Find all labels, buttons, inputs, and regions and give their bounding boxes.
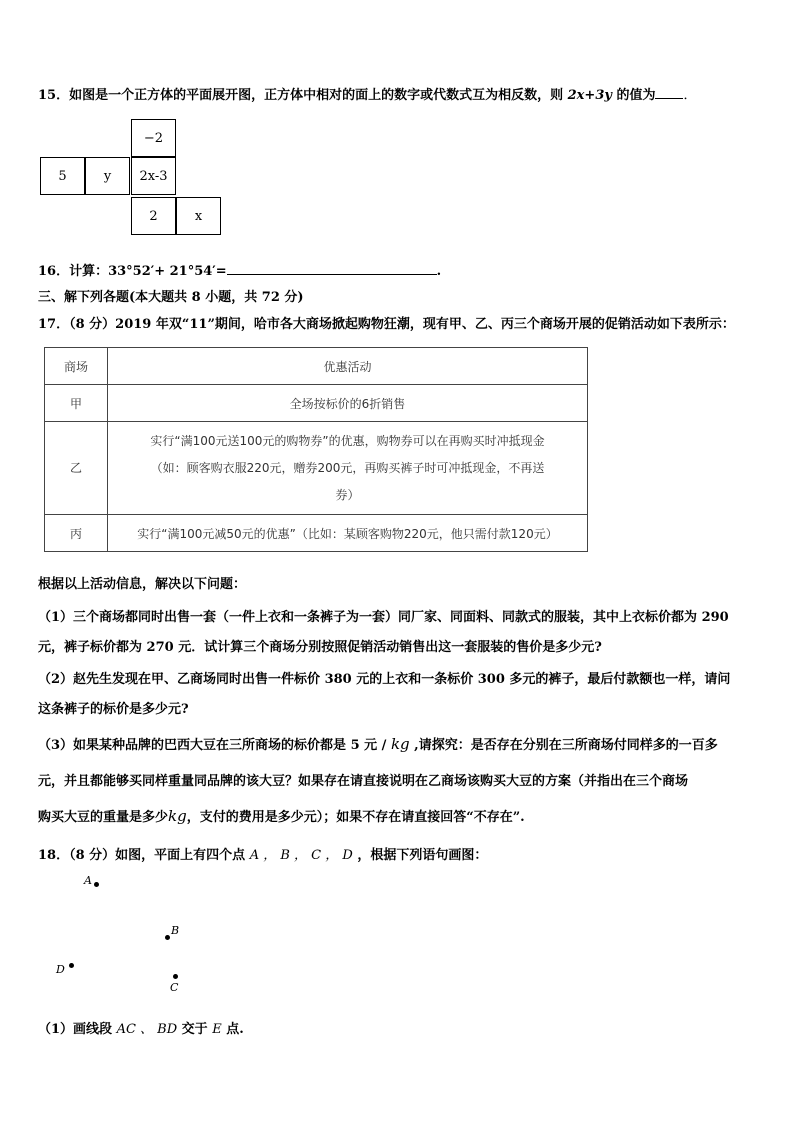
q18-part1-text-cont: 交于 <box>177 1022 213 1037</box>
q17-part3-text-cont: ，支付的费用是多少元）；如果不存在请直接回答“不存在”. <box>186 810 525 825</box>
promo-table <box>44 347 588 552</box>
q17-part3-text-cont: ,请探究：是否存在分别在三所商场付同样多的一百多 <box>409 738 718 753</box>
q16-stem <box>38 260 441 279</box>
point-label-b: B <box>171 924 180 937</box>
promotion-text: 实行“满100元减50元的优惠”（比如：某顾客购物220元，他只需付款120元） <box>108 515 588 552</box>
promotion-text: 全场按标价的6折销售 <box>108 385 588 422</box>
store-name: 甲 <box>45 385 108 422</box>
point-label-c: C <box>170 981 179 994</box>
net-cell-2x-3: 2x-3 <box>131 157 176 195</box>
q15-expr: 2x+3y <box>567 88 612 103</box>
q15-text: 15．如图是一个正方体的平面展开图，正方体中相对的面上的数字或代数式互为相反数，则 <box>38 88 568 103</box>
q16-end: . <box>436 264 442 279</box>
header-store: 商场 <box>45 348 108 385</box>
promotion-line: 券） <box>335 487 360 502</box>
q17-part2-line1: （2）赵先生发现在甲、乙商场同时出售一件标价 380 元的上衣和一条标价 300 多元的裤子，最后付款额也一样，请问 <box>38 672 731 687</box>
q15-text-after: 的值为 <box>611 88 656 103</box>
net-cell-x: x <box>176 197 221 235</box>
q18-intro <box>38 844 487 863</box>
promotion-line: （如：顾客购衣服220元，赠券200元，再购买裤子时可冲抵现金，不再送 <box>150 460 545 475</box>
section-heading: 三、解下列各题(本大题共 8 小题，共 72 分) <box>38 290 304 305</box>
store-name: 乙 <box>45 422 108 515</box>
promotion-text <box>108 422 588 515</box>
net-cell-5: 5 <box>40 157 85 195</box>
table-row <box>45 515 588 552</box>
point-b <box>165 935 170 940</box>
net-cell-y: y <box>85 157 130 195</box>
point-label-d: D <box>56 963 65 976</box>
point-label-a: A <box>84 874 92 887</box>
q17-part3-line2: 元，并且都能够买同样重量同品牌的该大豆？如果存在请直接说明在乙商场该购买大豆的方案（并指出在三个商场 <box>38 774 689 789</box>
q17-part1-line1: （1）三个商场都同时出售一套（一件上衣和一条裤子为一套）同厂家、同面料、同款式的服装，其中上衣标价都为 290 <box>38 610 729 625</box>
q17-after-table: 根据以上活动信息，解决以下问题： <box>38 577 247 592</box>
q18-text: 18．（8 分）如图，平面上有四个点 <box>38 848 250 863</box>
point-c <box>173 974 178 979</box>
q15-end: ． <box>683 88 697 103</box>
q18-segments: AC 、 BD <box>116 1022 178 1037</box>
header-promotion: 优惠活动 <box>108 348 588 385</box>
q16-text: 16．计算：33°52′+ 21°54′= <box>38 264 227 279</box>
point-a <box>94 882 99 887</box>
q17-part3-text: （3）如果某种品牌的巴西大豆在三所商场的标价都是 5 元 / <box>38 738 391 753</box>
table-header-row <box>45 348 588 385</box>
unit-kg: kg <box>390 735 410 753</box>
q18-point-e: E <box>212 1022 222 1037</box>
q17-part3-line1 <box>38 734 718 753</box>
q17-part2-line2: 这条裤子的标价是多少元? <box>38 702 189 717</box>
net-cell-2: 2 <box>131 197 176 235</box>
q17-part3-text: 购买大豆的重量是多少 <box>38 810 169 825</box>
net-cell-top: −2 <box>131 119 176 157</box>
store-name: 丙 <box>45 515 108 552</box>
q17-part1-line2: 元，裤子标价都为 270 元．试计算三个商场分别按照促销活动销售出这一套服装的售价是多少元? <box>38 640 602 655</box>
q18-part1 <box>38 1018 244 1037</box>
point-d <box>69 963 74 968</box>
q16-answer-blank <box>227 274 437 275</box>
promotion-line: 实行“满100元送100元的购物券”的优惠，购物券可以在再购买时冲抵现金 <box>150 433 545 448</box>
table-row <box>45 422 588 515</box>
unit-kg: kg <box>168 807 187 825</box>
q15-stem <box>38 84 696 103</box>
q17-intro: 17．（8 分）2019 年双“11”期间，哈市各大商场掀起购物狂潮，现有甲、乙、丙三个商场开展的促销活动如下表所示： <box>38 317 735 332</box>
q17-part3-line3 <box>38 806 525 825</box>
q18-points: A ， B ， C ， D <box>249 848 353 863</box>
q18-part1-text: （1）画线段 <box>38 1022 117 1037</box>
q18-part1-end: 点. <box>221 1022 244 1037</box>
q15-answer-blank <box>655 98 683 99</box>
q18-text-cont: ，根据下列语句画图： <box>352 848 488 863</box>
table-row <box>45 385 588 422</box>
